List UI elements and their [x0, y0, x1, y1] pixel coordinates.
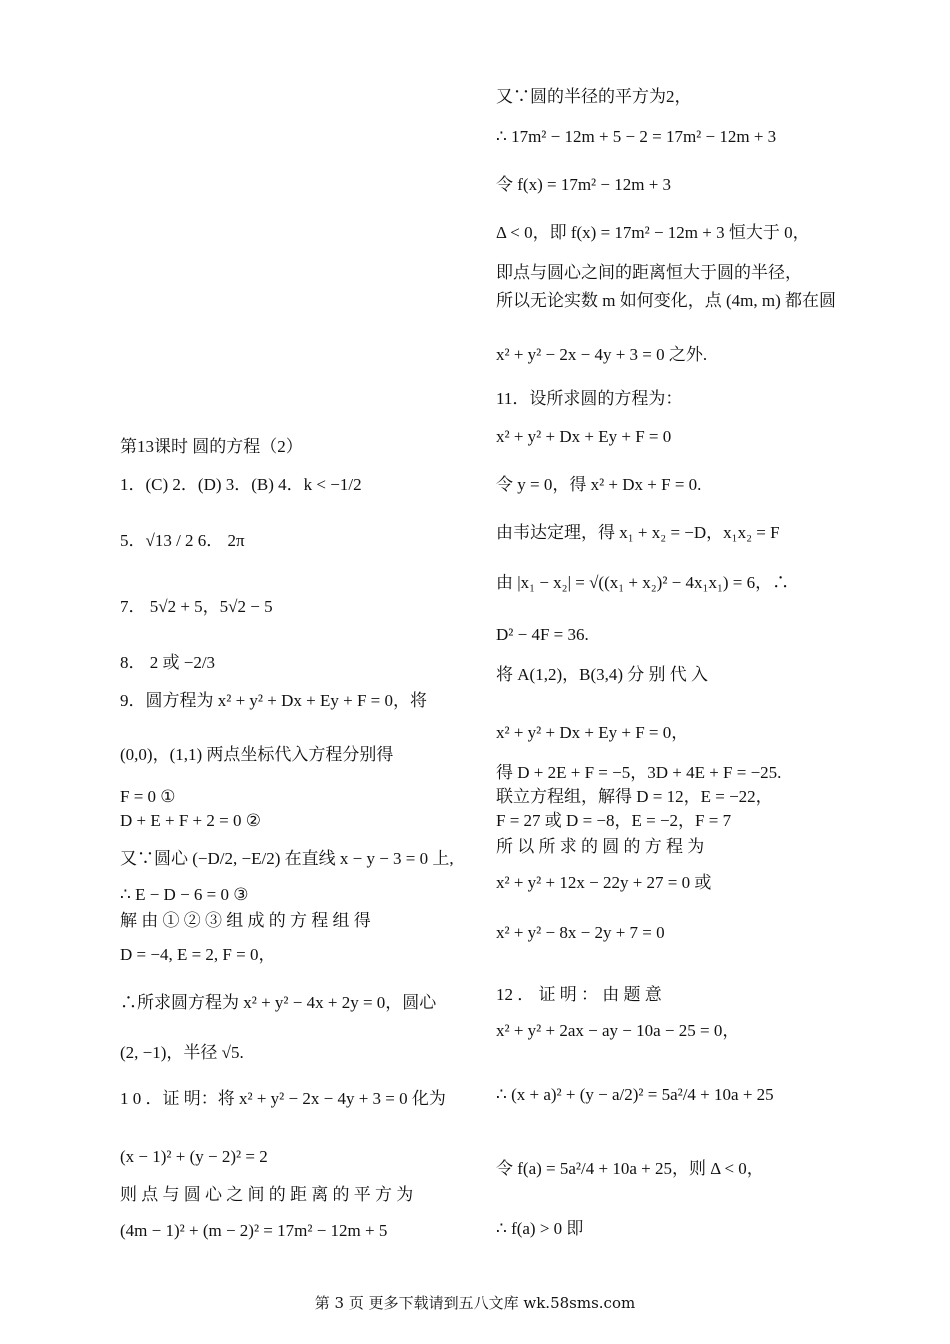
p11-line-11: F = 27 或 D = −8，E = −2，F = 7 — [496, 811, 732, 830]
answers-1-4: 1．(C) 2．(D) 3．(B) 4．k < −1/2 — [120, 475, 362, 494]
p9-line-8: D = −4, E = 2, F = 0， — [120, 945, 276, 964]
right-line-4: Δ < 0，即 f(x) = 17m² − 12m + 3 恒大于 0， — [496, 223, 810, 242]
p11-line-12: 所 以 所 求 的 圆 的 方 程 为 — [496, 837, 705, 856]
right-line-5: 即点与圆心之间的距离恒大于圆的半径， — [496, 263, 802, 282]
p12-line-3: ∴ (x + a)² + (y − a/2)² = 5a²/4 + 10a + 25 — [496, 1085, 774, 1104]
right-line-2: ∴ 17m² − 12m + 5 − 2 = 17m² − 12m + 3 — [496, 127, 777, 146]
p9-line-3: F = 0 ① — [120, 787, 176, 806]
page-footer: 第 3 页 更多下载请到五八文库 wk.58sms.com — [314, 1294, 636, 1312]
p9-line-10: (2, −1)，半径 √5. — [120, 1043, 244, 1062]
p12-line-5: ∴ f(a) > 0 即 — [496, 1219, 584, 1238]
p9-line-2: (0,0)，(1,1) 两点坐标代入方程分别得 — [120, 745, 394, 764]
p11-line-4: 由韦达定理，得 x₁ + x₂ = −D，x₁x₂ = F — [496, 523, 780, 542]
p11-line-8: x² + y² + Dx + Ey + F = 0， — [496, 723, 689, 742]
answer-8: 8． 2 或 −2/3 — [120, 653, 216, 672]
p10-line-4: (4m − 1)² + (m − 2)² = 17m² − 12m + 5 — [120, 1221, 388, 1240]
p11-line-10: 联立方程组，解得 D = 12，E = −22， — [496, 787, 773, 806]
p12-line-4: 令 f(a) = 5a²/4 + 10a + 25，则 Δ < 0， — [496, 1159, 764, 1178]
p10-line-1: 1 0 ．证 明：将 x² + y² − 2x − 4y + 3 = 0 化为 — [120, 1089, 446, 1108]
p9-line-1: 9．圆方程为 x² + y² + Dx + Ey + F = 0，将 — [120, 691, 427, 710]
p9-line-9: ∴所求圆方程为 x² + y² − 4x + 2y = 0，圆心 — [120, 993, 437, 1012]
right-line-3: 令 f(x) = 17m² − 12m + 3 — [496, 175, 672, 194]
p11-line-14: x² + y² − 8x − 2y + 7 = 0 — [496, 923, 665, 942]
p9-line-6: ∴ E − D − 6 = 0 ③ — [120, 885, 249, 904]
p11-line-5: 由 |x₁ − x₂| = √((x₁ + x₂)² − 4x₁x₁) = 6，∴ — [496, 573, 790, 592]
right-line-7: x² + y² − 2x − 4y + 3 = 0 之外. — [496, 345, 708, 364]
p9-line-4: D + E + F + 2 = 0 ② — [120, 811, 261, 830]
lesson-title: 第13课时 圆的方程（2） — [120, 437, 303, 456]
p11-line-6: D² − 4F = 36. — [496, 625, 589, 644]
p11-line-2: x² + y² + Dx + Ey + F = 0 — [496, 427, 672, 446]
p11-line-13: x² + y² + 12x − 22y + 27 = 0 或 — [496, 873, 712, 892]
answers-5-6: 5．√13 / 2 6． 2π — [120, 531, 245, 550]
p9-line-7: 解 由 ① ② ③ 组 成 的 方 程 组 得 — [120, 911, 371, 930]
p10-line-3: 则 点 与 圆 心 之 间 的 距 离 的 平 方 为 — [120, 1185, 414, 1204]
right-line-6: 所以无论实数 m 如何变化，点 (4m, m) 都在圆 — [496, 291, 836, 310]
problem-11-heading: 11．设所求圆的方程为： — [496, 389, 683, 408]
p10-line-2: (x − 1)² + (y − 2)² = 2 — [120, 1147, 268, 1166]
p11-line-9: 得 D + 2E + F = −5，3D + 4E + F = −25. — [496, 763, 782, 782]
p9-line-5: 又∵圆心 (−D/2, −E/2) 在直线 x − y − 3 = 0 上, — [120, 849, 454, 868]
p12-line-2: x² + y² + 2ax − ay − 10a − 25 = 0， — [496, 1021, 740, 1040]
p11-line-3: 令 y = 0，得 x² + Dx + F = 0. — [496, 475, 702, 494]
problem-12-heading: 12 ． 证 明 ： 由 题 意 — [496, 985, 662, 1004]
answer-7: 7． 5√2 + 5，5√2 − 5 — [120, 597, 273, 616]
p11-line-7: 将 A(1,2)，B(3,4) 分 别 代 入 — [496, 665, 709, 684]
right-line-1: 又∵圆的半径的平方为2， — [496, 87, 692, 106]
